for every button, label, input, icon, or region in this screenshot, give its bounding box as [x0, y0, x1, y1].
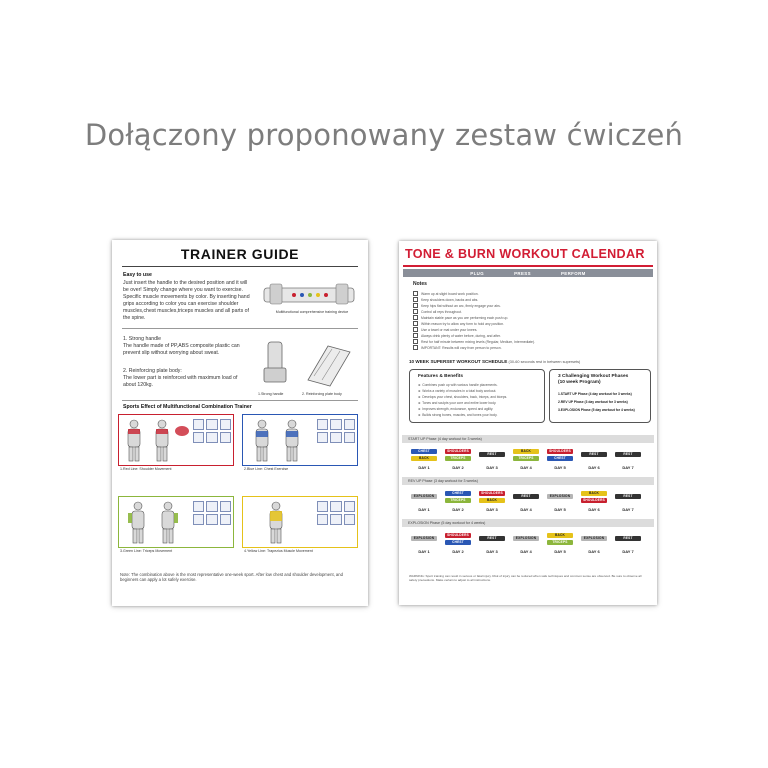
day-cell: [511, 447, 541, 475]
muscle-figures: [246, 499, 316, 545]
workout-pill: CHEST: [411, 449, 437, 454]
phases-title: 3 Challenging Workout Phases: [558, 374, 629, 379]
feature-item: ► Builds strong bones, muscles, and tones your body.: [418, 413, 498, 417]
day-cell: [443, 447, 473, 475]
phase-bar-explosion: EXPLOSION Phase (5 day workout for 4 weeks): [402, 519, 654, 527]
feature-item: ► Works a variety of muscles in a total body workout.: [418, 389, 497, 393]
day-cell: [613, 447, 643, 475]
workout-pill: CHEST: [445, 540, 471, 545]
headline: Dołączony proponowany zestaw ćwiczeń: [84, 118, 684, 152]
day-label: DAY 7: [622, 549, 634, 554]
workout-pill: TRICEPS: [445, 498, 471, 503]
workout-pill: BACK: [513, 449, 539, 454]
day-label: DAY 3: [486, 465, 498, 470]
muscle-figures: [246, 417, 316, 463]
plate-illustration: [300, 340, 356, 390]
day-label: DAY 4: [520, 549, 532, 554]
caption-trapezius: 4.Yellow Line: Trapezius Muscle Movement: [244, 549, 313, 553]
day-cell: [579, 531, 609, 559]
muscle-figures: [122, 499, 192, 545]
note-item: Keep shoulders down, backs and abs.: [413, 297, 478, 302]
feature-item: ► Improves strength, endurance, speed and agility.: [418, 407, 494, 411]
panel-chest: [242, 414, 358, 466]
workout-pill: TRICEPS: [513, 456, 539, 461]
day-cell: [579, 489, 609, 517]
note-item: Control all reps throughout.: [413, 309, 462, 314]
plate-caption: 2. Reinforcing plate body: [302, 392, 342, 396]
day-label: DAY 4: [520, 507, 532, 512]
day-label: DAY 4: [520, 465, 532, 470]
day-cell: [511, 489, 541, 517]
phases-box: [549, 369, 651, 423]
note-item: Use a towel or mat under your knees.: [413, 327, 477, 332]
workout-pill: REST: [513, 494, 539, 499]
workout-pill: EXPLOSION: [581, 536, 607, 541]
workout-pill: SHOULDERS: [479, 491, 505, 496]
handle-illustration: [258, 338, 292, 392]
workout-pill: TRICEPS: [445, 456, 471, 461]
day-cell: [409, 447, 439, 475]
day-row-explosion: [409, 531, 653, 559]
day-cell: [477, 447, 507, 475]
workout-pill: TRICEPS: [547, 540, 573, 545]
easy-use-text: Just insert the handle to the desired position and it will be over! Simply change where you want to exercise. Specific muscle movements by color. By inserting hand grips according to color you can exercise shoulder muscles,chest muscles,triceps muscles and all parts of the spine.: [123, 280, 250, 322]
workout-pill: REST: [479, 452, 505, 457]
workout-pill: REST: [615, 494, 641, 499]
day-cell: [545, 531, 575, 559]
note-item: Warm up at slight board work position.: [413, 291, 479, 296]
day-cell: [477, 489, 507, 517]
muscle-figures: [122, 417, 192, 463]
workout-pill: CHEST: [445, 491, 471, 496]
note-item: Within reason try to allow any form to hold any position.: [413, 321, 504, 326]
workout-pill: REST: [615, 536, 641, 541]
day-label: DAY 6: [588, 507, 600, 512]
sports-effect-heading: Sports Effect of Multifunctional Combination Trainer: [123, 404, 252, 410]
title-rule: [122, 266, 358, 267]
panel-triceps: [118, 496, 234, 548]
feature-item: ► Combines push up with various handle placements.: [418, 383, 498, 387]
workout-pill: EXPLOSION: [411, 536, 437, 541]
workout-pill: CHEST: [547, 456, 573, 461]
workout-pill: EXPLOSION: [411, 494, 437, 499]
day-cell: [545, 447, 575, 475]
notes-title: Notes: [413, 281, 427, 287]
day-cell: [443, 531, 473, 559]
nav-item: PERFORM: [560, 270, 586, 276]
workout-pill: SHOULDERS: [445, 533, 471, 538]
schedule-title: 10 WEEK SUPERSET WORKOUT SCHEDULE (30-60 seconds rest in between supersets): [409, 359, 581, 364]
warning-footnote: WARNING: Sport training can result in serious or fatal injury. Risk of injury can be reduced when safe techniques and common sense are observed. Be sure to observe all safety precautions. Make certain to adjust to all instructions.: [409, 574, 642, 583]
handle-caption: 1.Strong handle: [258, 392, 284, 396]
easy-use-heading: Easy to use: [123, 272, 152, 278]
day-label: DAY 1: [418, 507, 430, 512]
day-label: DAY 3: [486, 507, 498, 512]
day-cell: [409, 531, 439, 559]
nav-item: PLUG: [470, 270, 485, 276]
workout-pill: EXPLOSION: [513, 536, 539, 541]
trainer-guide-sheet: [112, 240, 368, 606]
feature-item: ► Tones and sculpts your core and entire lower body.: [418, 401, 497, 405]
note-item: Always drink plenty of water before, during, and after.: [413, 333, 501, 338]
note-item: Rest for half minute between mixing levels (Regular, Medium, Intermediate).: [413, 339, 535, 344]
phase-item: 1.START UP Phase (4 day workout for 3 weeks): [558, 392, 632, 396]
day-label: DAY 2: [452, 507, 464, 512]
day-row-rev-up: [409, 489, 653, 517]
workout-pill: SHOULDERS: [445, 449, 471, 454]
feature-item: ► Develops your chest, shoulders, back, triceps, and biceps.: [418, 395, 508, 399]
plate-body-text: 2. Reinforcing plate body: The lower part is reinforced with maximum load of about 120kg.: [123, 368, 238, 389]
caption-triceps: 3.Green Line: Triceps Movement: [120, 549, 173, 553]
day-cell: [477, 531, 507, 559]
workout-pill: BACK: [547, 533, 573, 538]
workout-pill: SHOULDERS: [581, 498, 607, 503]
workout-pill: BACK: [581, 491, 607, 496]
day-cell: [579, 447, 609, 475]
workout-calendar-sheet: [399, 241, 657, 605]
phase-item: 2.REV UP Phase (3 day workout for 3 weeks): [558, 400, 628, 404]
day-cell: [613, 489, 643, 517]
day-cell: [545, 489, 575, 517]
workout-pill: BACK: [479, 498, 505, 503]
day-label: DAY 2: [452, 465, 464, 470]
workout-pill: SHOULDERS: [547, 449, 573, 454]
day-cell: [409, 489, 439, 517]
day-label: DAY 6: [588, 465, 600, 470]
push-up-board-illustration: [260, 280, 358, 308]
day-label: DAY 7: [622, 465, 634, 470]
day-label: DAY 2: [452, 549, 464, 554]
day-label: DAY 7: [622, 507, 634, 512]
divider: [122, 328, 358, 329]
trainer-note: Note: The combination above is the most representative one-week sport. After low chest and shoulder development, and beginners can apply a lot safely exercise.: [120, 572, 343, 583]
trainer-guide-title: TRAINER GUIDE: [180, 246, 300, 262]
day-label: DAY 5: [554, 507, 566, 512]
features-box: [409, 369, 545, 423]
day-cell: [511, 531, 541, 559]
workout-pill: REST: [581, 452, 607, 457]
day-cell: [443, 489, 473, 517]
day-row-start-up: [409, 447, 653, 475]
day-label: DAY 6: [588, 549, 600, 554]
workout-pill: EXPLOSION: [547, 494, 573, 499]
day-label: DAY 1: [418, 465, 430, 470]
workout-pill: REST: [615, 452, 641, 457]
note-item: IMPORTANT: Results will vary from person to person.: [413, 345, 502, 350]
caption-shoulder: 1.Red Line: Shoulder Movement: [120, 467, 172, 471]
phase-bar-start-up: START UP Phase (4 day workout for 3 weeks): [402, 435, 654, 443]
title-rule: [403, 265, 653, 267]
caption-chest: 2.Blue Line: Chest Exercise: [244, 467, 289, 471]
day-label: DAY 3: [486, 549, 498, 554]
panel-shoulder: [118, 414, 234, 466]
nav-item: PRESS: [514, 270, 531, 276]
note-item: Keep hips flat without an arc, firmly engage your abs.: [413, 303, 501, 308]
nav-bar: [403, 269, 653, 277]
strong-handle-text: 1. Strong handle The handle made of PP,ABS composite plastic can prevent slip without worrying about sweat.: [123, 336, 240, 357]
phase-item: 3.EXPLOSION Phase (5 day workout for 4 weeks): [558, 408, 635, 412]
workout-pill: BACK: [411, 456, 437, 461]
features-title: Features & Benefits: [418, 374, 464, 379]
device-caption: Multifunctional comprehensive training device: [275, 310, 349, 314]
calendar-title: TONE & BURN WORKOUT CALENDAR: [405, 247, 645, 261]
day-cell: [613, 531, 643, 559]
day-label: DAY 5: [554, 465, 566, 470]
workout-pill: REST: [479, 536, 505, 541]
phase-bar-rev-up: REV UP Phase (3 day workout for 3 weeks): [402, 477, 654, 485]
panel-trapezius: [242, 496, 358, 548]
day-label: DAY 1: [418, 549, 430, 554]
phases-sub: (10 week Program): [558, 380, 601, 385]
note-item: Maintain stable pace as you are performing each push up.: [413, 315, 508, 320]
day-label: DAY 5: [554, 549, 566, 554]
divider: [122, 400, 358, 401]
